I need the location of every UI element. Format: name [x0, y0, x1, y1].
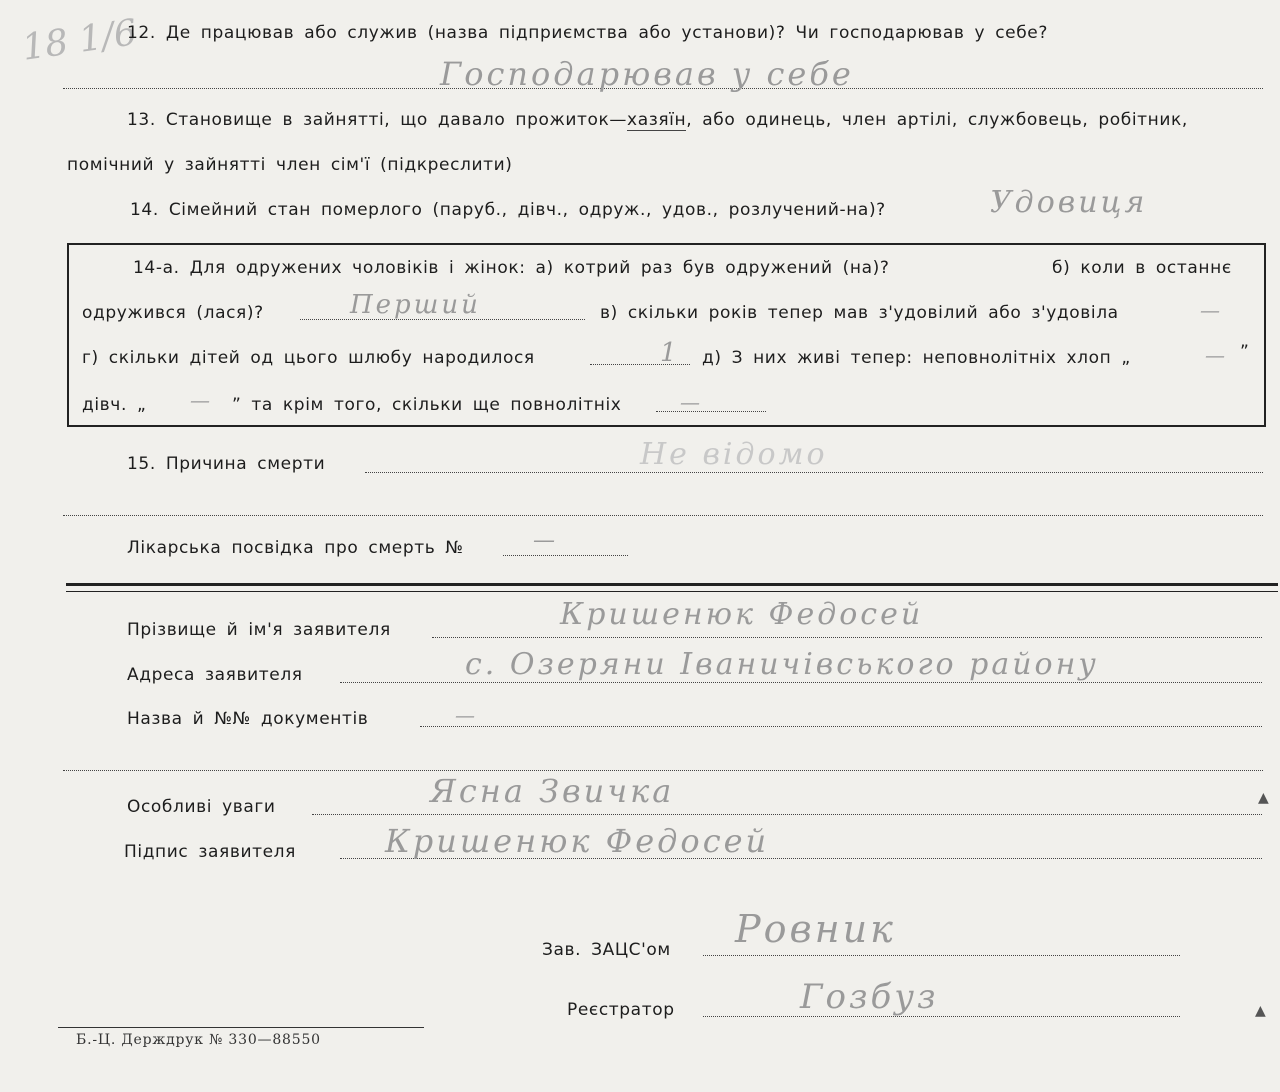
q14a-line3-label: г) скільки дітей од цього шлюбу народилося [82, 348, 535, 368]
q14a-line3-c-answer: — [1205, 343, 1228, 367]
head-label: Зав. ЗАЦС'ом [542, 940, 671, 960]
q14a-line1-a: 14-а. Для одружених чоловіків і жінок: а) котрий раз був одружений (на)? [133, 258, 890, 278]
applicant-address-value: с. Озеряни Іваничівського району [465, 647, 1099, 682]
q15-answer-line-2 [63, 515, 1263, 516]
q15-answer: Не відомо [640, 437, 828, 472]
head-signature-line [703, 955, 1180, 956]
q14a-line3-close-quote: ” [1240, 342, 1250, 362]
q14a-line1-b: б) коли в останнє [1052, 258, 1232, 278]
applicant-name-value: Кришенюк Федосей [560, 597, 924, 632]
applicant-name-line [432, 637, 1262, 638]
q13-underlined-option: хазяїн [627, 110, 687, 130]
q15-answer-line [365, 472, 1263, 473]
medical-answer: — [533, 528, 558, 553]
q14a-line4-answer: — [190, 388, 213, 412]
margin-note: 18 1/6 [19, 12, 140, 69]
separator-thin [66, 591, 1278, 592]
q14a-line3-answer: 1 [660, 338, 680, 368]
applicant-signature-label: Підпис заявителя [124, 842, 296, 862]
medical-label: Лікарська посвідка про смерть № [127, 538, 464, 558]
q13-label-part-b: , або одинець, член артілі, службовець, робітник, [686, 110, 1188, 130]
medical-answer-line [503, 555, 628, 556]
q12-label: 12. Де працював або служив (назва підприємства або установи)? Чи господарював у себе? [127, 23, 1048, 43]
q14-answer: Удовиця [990, 185, 1148, 220]
registrar-signature-line [703, 1016, 1180, 1017]
applicant-docs-line [420, 726, 1262, 727]
q13-label-part-a: 13. Становище в зайнятті, що давало прожиток— [127, 110, 628, 130]
applicant-notes-label: Особливі уваги [127, 797, 276, 817]
q14a-line4-dots [656, 411, 766, 412]
applicant-docs-value: — [455, 703, 478, 727]
applicant-notes-line [312, 814, 1262, 815]
applicant-name-label: Прізвище й ім'я заявителя [127, 620, 391, 640]
q14a-line3-b: д) З них живі тепер: неповнолітніх хлоп „ [702, 348, 1131, 368]
applicant-address-label: Адреса заявителя [127, 665, 303, 685]
registrar-signature: Гозбуз [800, 977, 939, 1017]
applicant-signature-value: Кришенюк Федосей [385, 822, 770, 860]
q13-label-line2: помічний у зайнятті член сім'ї (підкреслити) [67, 155, 513, 175]
q14a-line4-a: дівч. „ [82, 395, 147, 415]
q14a-line4-b: ” та крім того, скільки ще повнолітніх [232, 395, 622, 415]
q14a-line2-answer: Перший [350, 290, 481, 320]
applicant-address-line [340, 682, 1262, 683]
registrar-label: Реєстратор [567, 1000, 675, 1020]
footer-rule [58, 1027, 424, 1028]
speck-mark: ▲ [1258, 790, 1269, 806]
q14a-line2-b: в) скільки років тепер мав з'удовілий або з'удовіла [600, 303, 1119, 323]
applicant-notes-value: Ясна Звичка [430, 772, 675, 810]
q12-answer: Господарював у себе [440, 55, 854, 93]
applicant-docs-label: Назва й №№ документів [127, 709, 369, 729]
q14a-line2-c-answer: — [1200, 298, 1223, 322]
q14a-line4-c-answer: — [680, 390, 703, 414]
speck-mark-2: ▲ [1255, 1003, 1266, 1019]
head-signature: Ровник [735, 907, 896, 951]
applicant-docs-line-2 [63, 770, 1263, 771]
separator-thick [66, 583, 1278, 586]
q14-label: 14. Сімейний стан померлого (паруб., дівч., одруж., удов., розлучений-на)? [130, 200, 886, 220]
printer-imprint: Б.-Ц. Держдрук № 330—88550 [76, 1032, 321, 1048]
q14a-line2-label: одружився (лася)? [82, 303, 264, 323]
q13-label-line1 [127, 110, 1188, 130]
q15-label: 15. Причина смерти [127, 454, 326, 474]
